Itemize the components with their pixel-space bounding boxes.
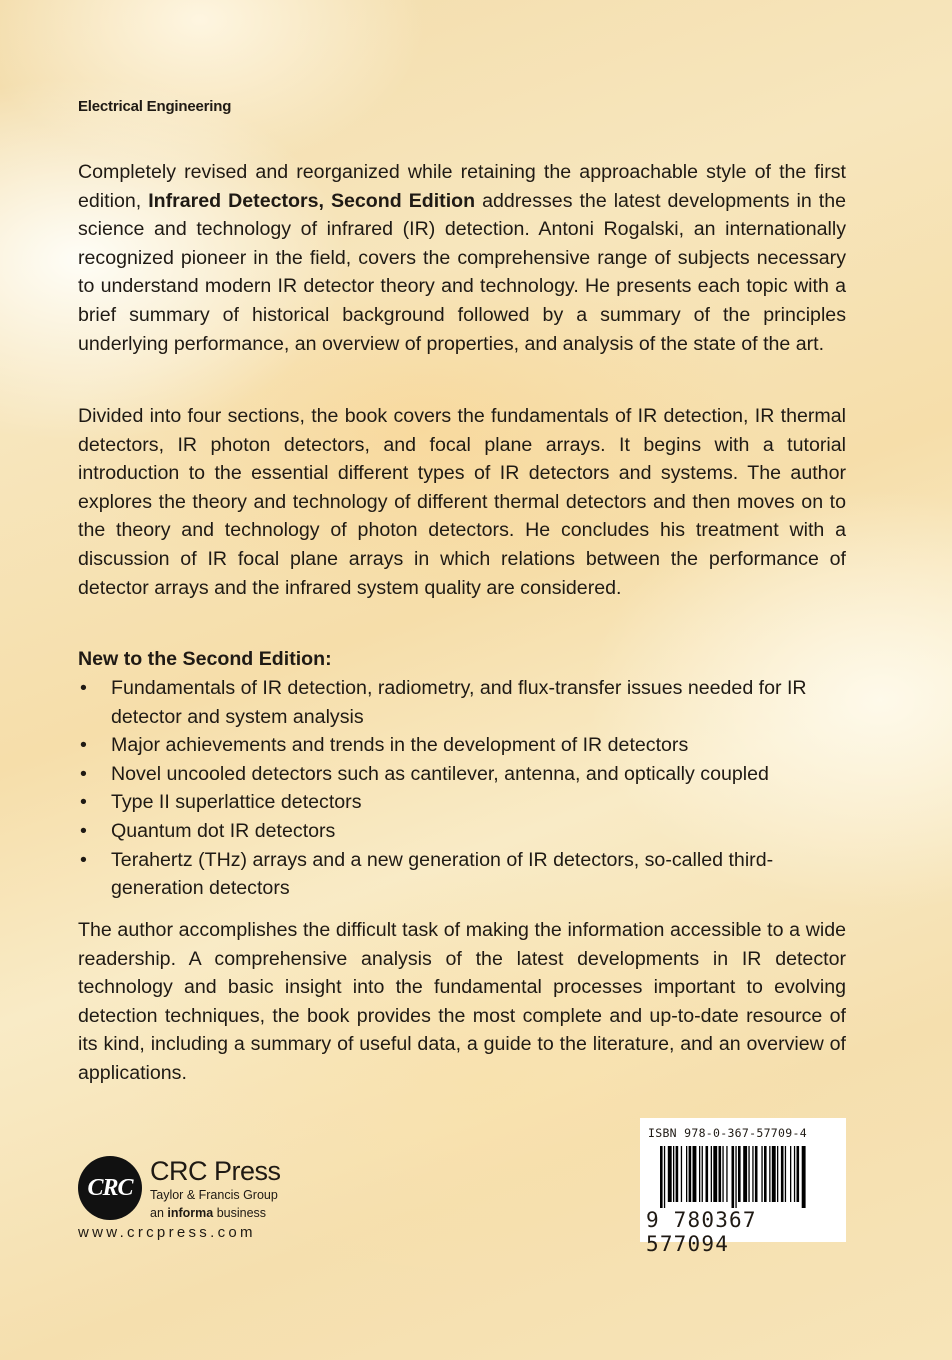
bullet-icon: • [80, 677, 87, 699]
isbn-barcode-block [640, 1118, 846, 1256]
barcode-bar [794, 1146, 795, 1202]
barcode-bar [676, 1146, 679, 1202]
barcode-bar [706, 1146, 709, 1202]
publisher-url: www.crcpress.com [78, 1224, 256, 1241]
list-item [78, 846, 848, 903]
crc-logo-icon [78, 1156, 142, 1220]
barcode-bar [686, 1146, 687, 1202]
barcode-bar [722, 1146, 723, 1202]
barcode-bar [689, 1146, 692, 1202]
list-item-text: Type II superlattice detectors [111, 791, 362, 814]
barcode-bar [748, 1146, 749, 1202]
barcode-bar [743, 1146, 747, 1202]
informa-brand: informa [167, 1206, 214, 1220]
barcode-bar [752, 1146, 753, 1202]
barcode-bar [702, 1146, 703, 1202]
barcode-bar [738, 1146, 741, 1202]
bullet-icon: • [80, 762, 87, 785]
bullet-icon: • [80, 819, 87, 842]
barcode-bar [693, 1146, 697, 1202]
barcode-bar [699, 1146, 700, 1202]
informa-prefix: an [150, 1206, 168, 1220]
barcode-bar [785, 1146, 786, 1202]
list-item [78, 817, 848, 846]
barcode-bar [668, 1146, 672, 1202]
subject-category: Electrical Engineering [78, 98, 232, 115]
barcode-bar [781, 1146, 784, 1202]
list-item-text: Quantum dot IR detectors [111, 819, 336, 842]
barcode-bar [777, 1146, 778, 1202]
barcode-bar [802, 1146, 806, 1208]
isbn-label: ISBN 978-0-367-57709-4 [648, 1126, 807, 1140]
new-edition-list [78, 674, 848, 903]
barcode-bar [713, 1146, 717, 1202]
barcode-bar [711, 1146, 712, 1202]
barcode-bar [761, 1146, 762, 1202]
bullet-icon: • [80, 791, 87, 814]
barcode-bar [673, 1146, 674, 1202]
barcode-bar [719, 1146, 722, 1202]
publisher-logo-block [78, 1152, 308, 1252]
list-item [78, 788, 848, 817]
book-title-bold: Infrared Detectors, Second Edition [148, 189, 476, 212]
bullet-icon: • [80, 848, 87, 871]
publisher-informa-line [150, 1206, 266, 1220]
publisher-name: CRC Press [150, 1156, 281, 1186]
barcode-bar [769, 1146, 770, 1202]
list-item [78, 731, 848, 760]
barcode-bar [755, 1146, 758, 1202]
barcode-bar [790, 1146, 791, 1202]
paragraph-1-intro: Completely revised and reorganized while retaining the approachable style of the first edition, [78, 161, 846, 212]
publisher-group: Taylor & Francis Group [150, 1188, 278, 1202]
list-item-text: Fundamentals of IR detection, radiometry, and flux-transfer issues needed for IR detector and system analysis [111, 677, 807, 728]
list-item-text: Novel uncooled detectors such as cantilever, antenna, and optically coupled [111, 762, 769, 785]
informa-suffix: business [213, 1206, 267, 1220]
bullet-icon: • [80, 734, 87, 757]
barcode-bar [664, 1146, 665, 1208]
barcode-bar [732, 1146, 735, 1208]
description-paragraph-1 [78, 158, 846, 358]
description-paragraph-2: Divided into four sections, the book covers the fundamentals of IR detection, IR thermal detectors, IR photon detectors, and focal plane arrays. It begins with a tutorial introduction to the essential different types of IR detectors and systems. The author explores the theory and technology of different thermal detectors and then moves on to the theory and technology of photon detectors. He concludes his treatment with a discussion of IR focal plane arrays in which relations between the performance of detector arrays and the infrared system quality are considered. [78, 405, 846, 599]
barcode-bar [660, 1146, 663, 1208]
barcode-bar [797, 1146, 800, 1202]
barcode-bar [772, 1146, 776, 1202]
barcode-bar [726, 1146, 727, 1202]
barcode-bar [764, 1146, 767, 1202]
paragraph-1-rest: addresses the latest developments in the science and technology of infrared (IR) detection. Antoni Rogalski, an internationally recognized pioneer in the field, covers the comprehensive range of subjects necessary to understand modern IR detector theory and technology. He presents each topic with a brief summary of historical background followed by a summary of the principles underlying performance, an overview of properties, and analysis of the state of the art. [78, 189, 846, 355]
list-item-text: Terahertz (THz) arrays and a new generation of IR detectors, so-called third-generation detectors [111, 848, 774, 900]
list-item [78, 674, 848, 731]
new-edition-heading: New to the Second Edition: [78, 648, 332, 670]
barcode-icon [644, 1146, 842, 1208]
description-paragraph-3: The author accomplishes the difficult task of making the information accessible to a wide readership. A comprehensive analysis of the latest developments in IR detector technology and basic insight into the fundamental processes important to evolving detection techniques, the book provides the most complete and up-to-date resource of its kind, including a summary of useful data, a guide to the literature, and an overview of applications. [78, 919, 846, 1084]
list-item [78, 760, 848, 789]
crc-logo-text: CRC [87, 1174, 133, 1201]
barcode-bar [681, 1146, 682, 1202]
barcode-number: 9 780367 577094 [646, 1208, 757, 1256]
barcode-bar [735, 1146, 736, 1208]
list-item-text: Major achievements and trends in the development of IR detectors [111, 734, 689, 757]
